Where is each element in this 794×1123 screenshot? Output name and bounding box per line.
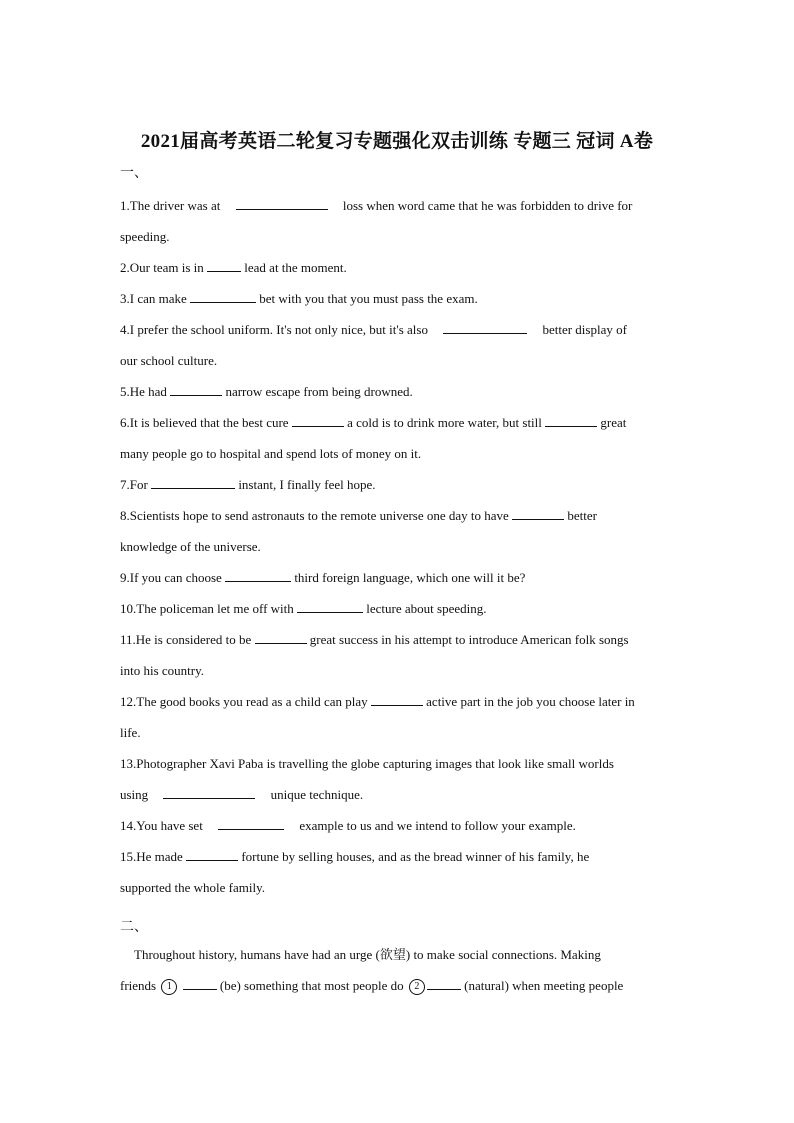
answer-blank	[218, 815, 284, 830]
question-text: lecture about speeding.	[366, 601, 487, 616]
question-text: 11.He is considered to be	[120, 632, 252, 647]
answer-blank	[371, 691, 423, 706]
question-text: 8.Scientists hope to send astronauts to the remote universe one day to have	[120, 508, 509, 523]
section-two-heading: 二、	[120, 920, 148, 935]
question-9	[120, 562, 665, 593]
question-text: great	[600, 415, 627, 430]
question-text: a cold is to drink more water, but still	[347, 415, 542, 430]
question-text: great success in his attempt to introduce American folk songs	[309, 632, 629, 647]
question-4-line-1	[120, 314, 665, 345]
section-one-heading: 一、	[120, 166, 148, 181]
question-5	[120, 376, 665, 407]
answer-blank	[183, 975, 217, 990]
question-text: 9.If you can choose	[120, 570, 222, 585]
answer-blank	[151, 474, 235, 489]
question-text: unique technique.	[270, 787, 364, 802]
question-4-line-2: our school culture.	[120, 353, 218, 368]
question-text: third foreign language, which one will it be?	[294, 570, 526, 585]
passage	[120, 939, 665, 1001]
answer-blank	[236, 195, 328, 210]
question-6-line-2: many people go to hospital and spend lots of money on it.	[120, 446, 422, 461]
question-text: 1.The driver was at	[120, 198, 221, 213]
question-text: 15.He made	[120, 849, 183, 864]
circled-number-2: 2	[409, 979, 425, 995]
question-1-line-2: speeding.	[120, 229, 170, 244]
question-text: better display of	[542, 322, 627, 337]
answer-blank	[512, 505, 564, 520]
question-15-line-2: supported the whole family.	[120, 880, 266, 895]
page-title: 2021届高考英语二轮复习专题强化双击训练 专题三 冠词 A卷	[140, 131, 654, 152]
question-10	[120, 593, 665, 624]
question-11-line-2: into his country.	[120, 663, 205, 678]
question-text: 10.The policeman let me off with	[120, 601, 294, 616]
answer-blank	[170, 381, 222, 396]
question-text: better	[567, 508, 597, 523]
passage-text: friends	[120, 978, 157, 993]
answer-blank	[297, 598, 363, 613]
passage-line-2	[120, 970, 665, 1001]
question-2	[120, 252, 665, 283]
question-11-line-1	[120, 624, 665, 655]
answer-blank	[207, 257, 241, 272]
questions-list	[120, 190, 665, 903]
question-12-line-1	[120, 686, 665, 717]
question-1-line-1	[120, 190, 665, 221]
passage-line-1: Throughout history, humans have had an urge (欲望) to make social connections. Making	[134, 947, 601, 962]
question-text: 5.He had	[120, 384, 167, 399]
question-7	[120, 469, 665, 500]
question-13-line-1: 13.Photographer Xavi Paba is travelling the globe capturing images that look like small worlds	[120, 756, 614, 771]
question-text: 14.You have set	[120, 818, 203, 833]
question-text: 7.For	[120, 477, 148, 492]
answer-blank	[190, 288, 256, 303]
question-3	[120, 283, 665, 314]
circled-number-1: 1	[161, 979, 177, 995]
question-text: 4.I prefer the school uniform. It's not only nice, but it's also	[120, 322, 428, 337]
question-6-line-1	[120, 407, 665, 438]
question-text: instant, I finally feel hope.	[238, 477, 376, 492]
question-text: fortune by selling houses, and as the bread winner of his family, he	[241, 849, 590, 864]
passage-text: (be) something that most people do	[219, 978, 404, 993]
answer-blank	[443, 319, 527, 334]
question-text: active part in the job you choose later in	[426, 694, 635, 709]
passage-text: (natural) when meeting people	[464, 978, 624, 993]
question-8-line-2: knowledge of the universe.	[120, 539, 261, 554]
question-13-line-2	[120, 779, 665, 810]
answer-blank	[163, 784, 255, 799]
question-text: loss when word came that he was forbidden to drive for	[342, 198, 633, 213]
question-12-line-2: life.	[120, 725, 141, 740]
question-text: 3.I can make	[120, 291, 187, 306]
question-text: 2.Our team is in	[120, 260, 204, 275]
question-text: example to us and we intend to follow your example.	[299, 818, 576, 833]
question-text: 12.The good books you read as a child can play	[120, 694, 368, 709]
answer-blank	[427, 975, 461, 990]
answer-blank	[255, 629, 307, 644]
question-15-line-1	[120, 841, 665, 872]
question-text: narrow escape from being drowned.	[225, 384, 413, 399]
answer-blank	[225, 567, 291, 582]
answer-blank	[545, 412, 597, 427]
question-8-line-1	[120, 500, 665, 531]
question-text: lead at the moment.	[244, 260, 347, 275]
answer-blank	[292, 412, 344, 427]
question-text: bet with you that you must pass the exam.	[259, 291, 478, 306]
answer-blank	[186, 846, 238, 861]
question-text: 6.It is believed that the best cure	[120, 415, 289, 430]
question-text: using	[120, 787, 149, 802]
question-14	[120, 810, 665, 841]
